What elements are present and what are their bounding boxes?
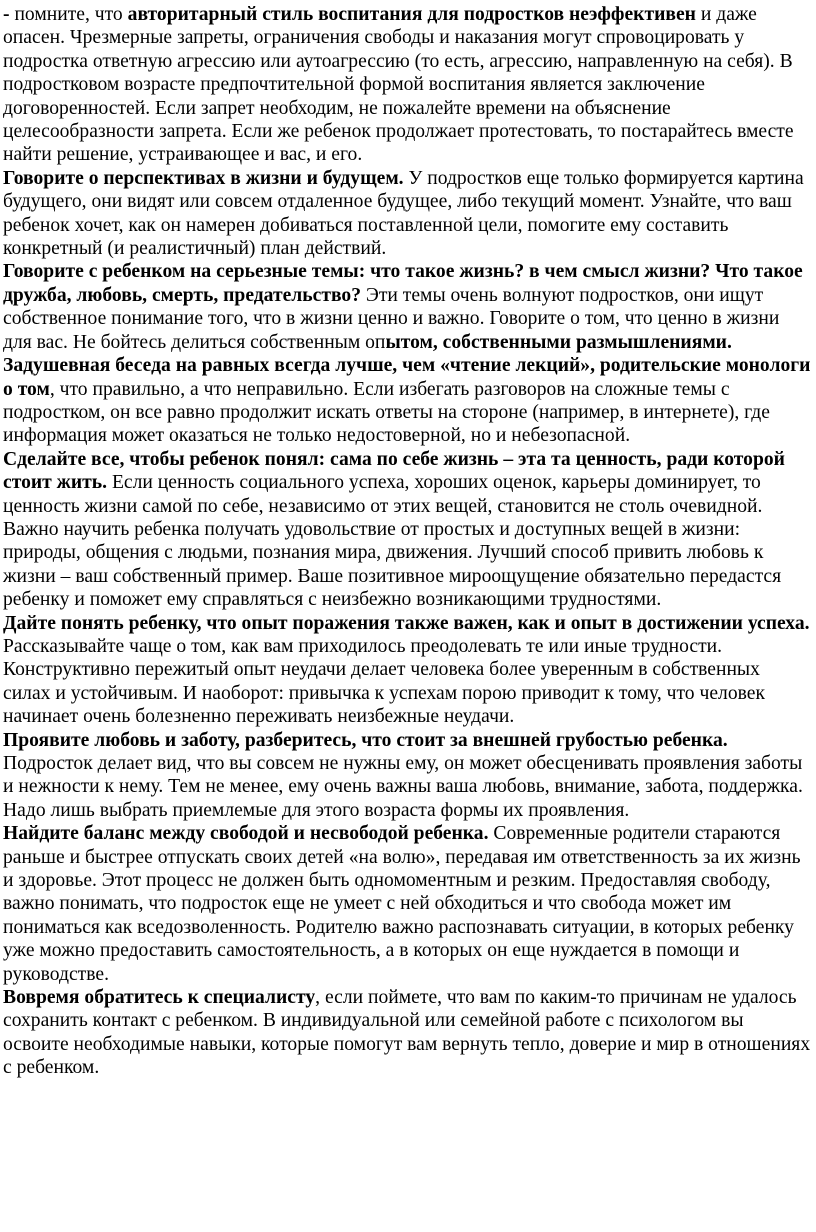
paragraph-text: и даже опасен. Чрезмерные запреты, ограничения свободы и наказания могут спровоцировать у подростка ответную агрессию или аутоагрессию (то есть, агрессию, направленную на себя). В подростковом возрасте предпочтительной формой воспитания является заключение договоренностей. Если запрет необходим, не пожалейте времени на объяснение целесообразности запрета. Если же ребенок продолжает протестовать, то постарайтесь вместе найти решение, устраивающее и вас, и его. bbox=[3, 4, 794, 166]
paragraph-heading: Сделайте все, чтобы ребенок понял: сама по себе жизнь – эта та ценность, ради которой стоит жить. bbox=[3, 448, 785, 494]
paragraph-specialist bbox=[3, 986, 812, 1080]
paragraph-heading: Говорите с ребенком на серьезные темы: что такое жизнь? в чем смысл жизни? Что такое дружба, любовь, смерть, предательство? bbox=[3, 261, 803, 306]
paragraph-text: помните, что bbox=[14, 4, 128, 25]
paragraph-future-perspectives bbox=[3, 167, 812, 261]
paragraph-heading: Дайте понять ребенку, что опыт поражения также важен, как и опыт в достижении успеха. bbox=[3, 612, 810, 634]
paragraph-serious-topics bbox=[3, 260, 812, 447]
paragraph-authoritarian-style bbox=[3, 3, 812, 167]
paragraph-heading: Вовремя обратитесь к специалисту bbox=[3, 987, 316, 1009]
paragraph-freedom-balance bbox=[3, 822, 812, 986]
paragraph-emphasis: ытом, собственными размышлениями. Задушевная беседа на равных всегда лучше, чем «чтение лекций», родительские монологи о том bbox=[3, 331, 811, 400]
paragraph-text: , если поймете, что вам по каким-то причинам не удалось сохранить контакт с ребенком. В индивидуальной или семейной работе с психологом вы освоите необходимые навыки, которые помогут вам вернуть тепло, доверие и мир в отношениях с ребенком. bbox=[3, 987, 811, 1079]
paragraph-love-and-care bbox=[3, 729, 812, 823]
paragraph-heading: Проявите любовь и заботу, разберитесь, что стоит за внешней грубостью ребенка. bbox=[3, 729, 728, 751]
paragraph-text: Эти темы очень волнуют подростков, они ищут собственное понимание того, что в жизни ценно и важно. Говорите о том, что ценно в жизни для вас. Не бойтесь делиться собственным оп bbox=[3, 284, 780, 353]
paragraph-text: Рассказывайте чаще о том, как вам приходилось преодолевать те или иные трудности. Конструктивно пережитый опыт неудачи делает человека более уверенным в собственных силах и устойчивым. И наоборот: привычка к успехам порою приводит к тому, что человек начинает очень болезненно переживать неизбежные неудачи. bbox=[3, 635, 765, 728]
paragraph-text: Подросток делает вид, что вы совсем не нужны ему, он может обесценивать проявления заботы и нежности к нему. Тем не менее, ему очень важны ваша любовь, внимание, забота, поддержка. Надо лишь выбрать приемлемые для этого возраста формы их проявления. bbox=[3, 753, 803, 821]
paragraph-failure-experience bbox=[3, 612, 812, 729]
paragraph-text: У подростков еще только формируется картина будущего, они видят или совсем отдаленное будущее, либо текущий момент. Узнайте, что ваш ребенок хочет, как он намерен добиваться поставленной цели, помогите ему составить конкретный (и реалистичный) план действий. bbox=[3, 167, 804, 260]
paragraph-value-of-life bbox=[3, 448, 812, 612]
paragraph-text: Современные родители стараются раньше и быстрее отпускать своих детей «на волю», передавая им ответственность за их жизнь и здоровье. Этот процесс не должен быть одномоментным и резким. Предоставляя свободу, важно понимать, что подросток еще не умеет с ней обходиться и что свобода может им пониматься как вседозволенность. Родителю важно распознавать ситуации, в которых ребенку уже можно предоставить самостоятельность, а в которых он еще нуждается в помощи и руководстве. bbox=[3, 823, 801, 985]
paragraph-emphasis: авторитарный стиль воспитания для подростков неэффективен bbox=[127, 4, 696, 25]
paragraph-text: Если ценность социального успеха, хороших оценок, карьеры доминирует, то ценность жизни самой по себе, независимо от этих вещей, становится не столь очевидной. Важно научить ребенка получать удовольствие от простых и доступных вещей в жизни: природы, общения с людьми, познания мира, движения. Лучший способ привить любовь к жизни – ваш собственный пример. Ваше позитивное мироощущение обязательно передастся ребенку и поможет ему справляться с неизбежно возникающими трудностями. bbox=[3, 472, 782, 611]
paragraph-text: , что правильно, а что неправильно. Если избегать разговоров на сложные темы с подростком, он все равно продолжит искать ответы на стороне (например, в интернете), где информация может оказаться не только недостоверной, но и небезопасной. bbox=[3, 378, 770, 447]
paragraph-dash: - bbox=[3, 4, 15, 25]
paragraph-heading: Найдите баланс между свободой и несвободой ребенка. bbox=[3, 823, 489, 845]
paragraph-heading: Говорите о перспективах в жизни и будущем. bbox=[3, 167, 404, 189]
